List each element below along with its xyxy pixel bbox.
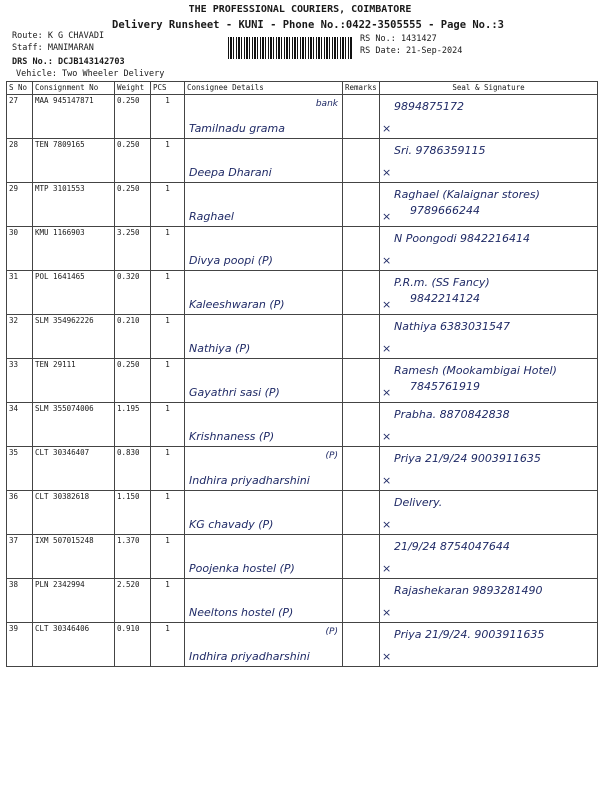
row-remarks	[343, 95, 380, 139]
sign-mark-icon: ×	[382, 518, 392, 531]
company-title: THE PROFESSIONAL COURIERS, COIMBATORE	[188, 4, 412, 15]
row-consignee	[185, 491, 343, 535]
row-weight: 0.830	[115, 447, 151, 491]
table-row	[7, 491, 598, 535]
row-sno: 35	[7, 447, 33, 491]
table-row	[7, 623, 598, 667]
row-sno: 27	[7, 95, 33, 139]
consignee-name: Gayathri sasi (P)	[189, 386, 280, 399]
row-weight: 0.250	[115, 95, 151, 139]
row-consignment-no: CLT 30346407	[33, 447, 115, 491]
col-weight: Weight	[115, 82, 151, 95]
table-row	[7, 271, 598, 315]
row-remarks	[343, 183, 380, 227]
sign-mark-icon: ×	[382, 342, 392, 355]
row-weight: 2.520	[115, 579, 151, 623]
row-consignment-no: MTP 3101553	[33, 183, 115, 227]
sign-mark-icon: ×	[382, 210, 392, 223]
consignee-name: Nathiya (P)	[189, 342, 251, 355]
sign-mark-icon: ×	[382, 122, 392, 135]
row-weight: 1.370	[115, 535, 151, 579]
row-consignment-no: TEN 29111	[33, 359, 115, 403]
col-remarks: Remarks	[343, 82, 380, 95]
row-remarks	[343, 227, 380, 271]
delivery-table	[6, 81, 598, 667]
staff-label: Staff: MANIMARAN	[12, 43, 94, 53]
consignee-name: Raghael	[189, 210, 234, 223]
table-row	[7, 403, 598, 447]
row-signature	[380, 623, 598, 667]
row-consignee	[185, 315, 343, 359]
row-sno: 28	[7, 139, 33, 183]
signature-text: Priya 21/9/24. 9003911635	[394, 628, 545, 641]
row-consignee	[185, 271, 343, 315]
row-consignee	[185, 359, 343, 403]
row-remarks	[343, 535, 380, 579]
row-sno: 39	[7, 623, 33, 667]
table-row	[7, 447, 598, 491]
consignee-name: Krishnaness (P)	[189, 430, 275, 443]
signature-text: Delivery.	[394, 496, 443, 509]
row-consignment-no: KMU 1166903	[33, 227, 115, 271]
row-weight: 0.910	[115, 623, 151, 667]
table-row	[7, 227, 598, 271]
sign-mark-icon: ×	[382, 562, 392, 575]
signature-text-2: 9842214124	[410, 292, 480, 305]
row-consignee	[185, 579, 343, 623]
row-signature	[380, 447, 598, 491]
signature-text-2: 9789666244	[410, 204, 480, 217]
barcode-image	[228, 37, 352, 59]
row-pcs: 1	[151, 403, 185, 447]
route-label: Route: K G CHAVADI	[12, 31, 105, 41]
col-consignment-no: Consignment No	[33, 82, 115, 95]
sign-mark-icon: ×	[382, 430, 392, 443]
consignee-name: Deepa Dharani	[189, 166, 272, 179]
consignee-name: Kaleeshwaran (P)	[189, 298, 285, 311]
row-signature	[380, 535, 598, 579]
row-consignee	[185, 447, 343, 491]
consignee-extra: (P)	[325, 451, 338, 461]
row-signature	[380, 139, 598, 183]
table-row	[7, 95, 598, 139]
row-remarks	[343, 315, 380, 359]
row-remarks	[343, 403, 380, 447]
signature-text: Nathiya 6383031547	[394, 320, 511, 333]
signature-text: N Poongodi 9842216414	[394, 232, 531, 245]
row-pcs: 1	[151, 579, 185, 623]
row-consignee	[185, 139, 343, 183]
row-consignee	[185, 227, 343, 271]
row-sno: 31	[7, 271, 33, 315]
row-consignment-no: PLN 2342994	[33, 579, 115, 623]
row-consignment-no: SLM 354962226	[33, 315, 115, 359]
row-consignment-no: CLT 30382618	[33, 491, 115, 535]
row-pcs: 1	[151, 139, 185, 183]
table-header-row	[7, 82, 598, 95]
row-signature	[380, 579, 598, 623]
col-sno: S No	[7, 82, 33, 95]
row-consignment-no: TEN 7809165	[33, 139, 115, 183]
vehicle-label: Vehicle: Two Wheeler Delivery	[16, 69, 165, 79]
row-remarks	[343, 271, 380, 315]
consignee-name: Poojenka hostel (P)	[189, 562, 295, 575]
row-pcs: 1	[151, 271, 185, 315]
row-sno: 36	[7, 491, 33, 535]
sign-mark-icon: ×	[382, 386, 392, 399]
row-signature	[380, 183, 598, 227]
row-pcs: 1	[151, 623, 185, 667]
signature-text: Priya 21/9/24 9003911635	[394, 452, 541, 465]
sign-mark-icon: ×	[382, 254, 392, 267]
row-pcs: 1	[151, 359, 185, 403]
signature-text: P.R.m. (SS Fancy)	[394, 276, 490, 289]
rs-number: RS No.: 1431427	[360, 34, 437, 44]
row-pcs: 1	[151, 95, 185, 139]
consignee-name: Indhira priyadharshini	[189, 474, 310, 487]
row-pcs: 1	[151, 535, 185, 579]
row-consignee	[185, 623, 343, 667]
table-row	[7, 359, 598, 403]
row-weight: 0.210	[115, 315, 151, 359]
sign-mark-icon: ×	[382, 606, 392, 619]
row-weight: 0.320	[115, 271, 151, 315]
table-row	[7, 315, 598, 359]
consignee-extra: (P)	[325, 627, 338, 637]
row-remarks	[343, 447, 380, 491]
row-remarks	[343, 623, 380, 667]
table-row	[7, 535, 598, 579]
row-weight: 3.250	[115, 227, 151, 271]
sign-mark-icon: ×	[382, 298, 392, 311]
row-consignee	[185, 535, 343, 579]
row-weight: 1.195	[115, 403, 151, 447]
row-remarks	[343, 359, 380, 403]
row-pcs: 1	[151, 447, 185, 491]
signature-text: Raghael (Kalaignar stores)	[394, 188, 540, 201]
row-consignee	[185, 403, 343, 447]
row-sno: 38	[7, 579, 33, 623]
row-signature	[380, 227, 598, 271]
row-consignee	[185, 183, 343, 227]
sign-mark-icon: ×	[382, 166, 392, 179]
table-row	[7, 579, 598, 623]
row-weight: 1.150	[115, 491, 151, 535]
col-consignee: Consignee Details	[185, 82, 343, 95]
row-weight: 0.250	[115, 359, 151, 403]
row-weight: 0.250	[115, 139, 151, 183]
row-signature	[380, 359, 598, 403]
row-weight: 0.250	[115, 183, 151, 227]
row-sno: 37	[7, 535, 33, 579]
row-consignment-no: MAA 945147871	[33, 95, 115, 139]
sign-mark-icon: ×	[382, 474, 392, 487]
row-signature	[380, 315, 598, 359]
row-pcs: 1	[151, 183, 185, 227]
drs-label: DRS No.: DCJB143142703	[12, 57, 125, 67]
signature-text: 21/9/24 8754047644	[394, 540, 510, 553]
row-remarks	[343, 491, 380, 535]
rs-date: RS Date: 21-Sep-2024	[360, 46, 463, 56]
row-sno: 29	[7, 183, 33, 227]
runsheet-title: Delivery Runsheet - KUNI - Phone No.:0422-3505555 - Page No.:3	[112, 19, 504, 31]
row-pcs: 1	[151, 227, 185, 271]
consignee-name: KG chavady (P)	[189, 518, 274, 531]
signature-text: Ramesh (Mookambigai Hotel)	[394, 364, 557, 377]
row-consignment-no: SLM 355074006	[33, 403, 115, 447]
row-signature	[380, 95, 598, 139]
signature-text: Sri. 9786359115	[394, 144, 486, 157]
signature-text-2: 7845761919	[410, 380, 480, 393]
consignee-name: Neeltons hostel (P)	[189, 606, 294, 619]
row-signature	[380, 491, 598, 535]
row-signature	[380, 403, 598, 447]
col-pcs: PCS	[151, 82, 185, 95]
table-row	[7, 139, 598, 183]
consignee-extra: bank	[315, 99, 338, 109]
row-pcs: 1	[151, 315, 185, 359]
row-sno: 34	[7, 403, 33, 447]
row-sno: 30	[7, 227, 33, 271]
row-consignment-no: POL 1641465	[33, 271, 115, 315]
row-remarks	[343, 139, 380, 183]
row-consignment-no: CLT 30346406	[33, 623, 115, 667]
row-sno: 33	[7, 359, 33, 403]
sign-mark-icon: ×	[382, 650, 392, 663]
row-pcs: 1	[151, 491, 185, 535]
row-consignee	[185, 95, 343, 139]
row-remarks	[343, 579, 380, 623]
row-consignment-no: IXM 507015248	[33, 535, 115, 579]
row-sno: 32	[7, 315, 33, 359]
col-signature: Seal & Signature	[380, 82, 598, 95]
consignee-name: Indhira priyadharshini	[189, 650, 310, 663]
signature-text: Prabha. 8870842838	[394, 408, 510, 421]
consignee-name: Tamilnadu grama	[189, 122, 285, 135]
consignee-name: Divya poopi (P)	[189, 254, 273, 267]
signature-text: 9894875172	[394, 100, 464, 113]
signature-text: Rajashekaran 9893281490	[394, 584, 543, 597]
table-row	[7, 183, 598, 227]
row-signature	[380, 271, 598, 315]
